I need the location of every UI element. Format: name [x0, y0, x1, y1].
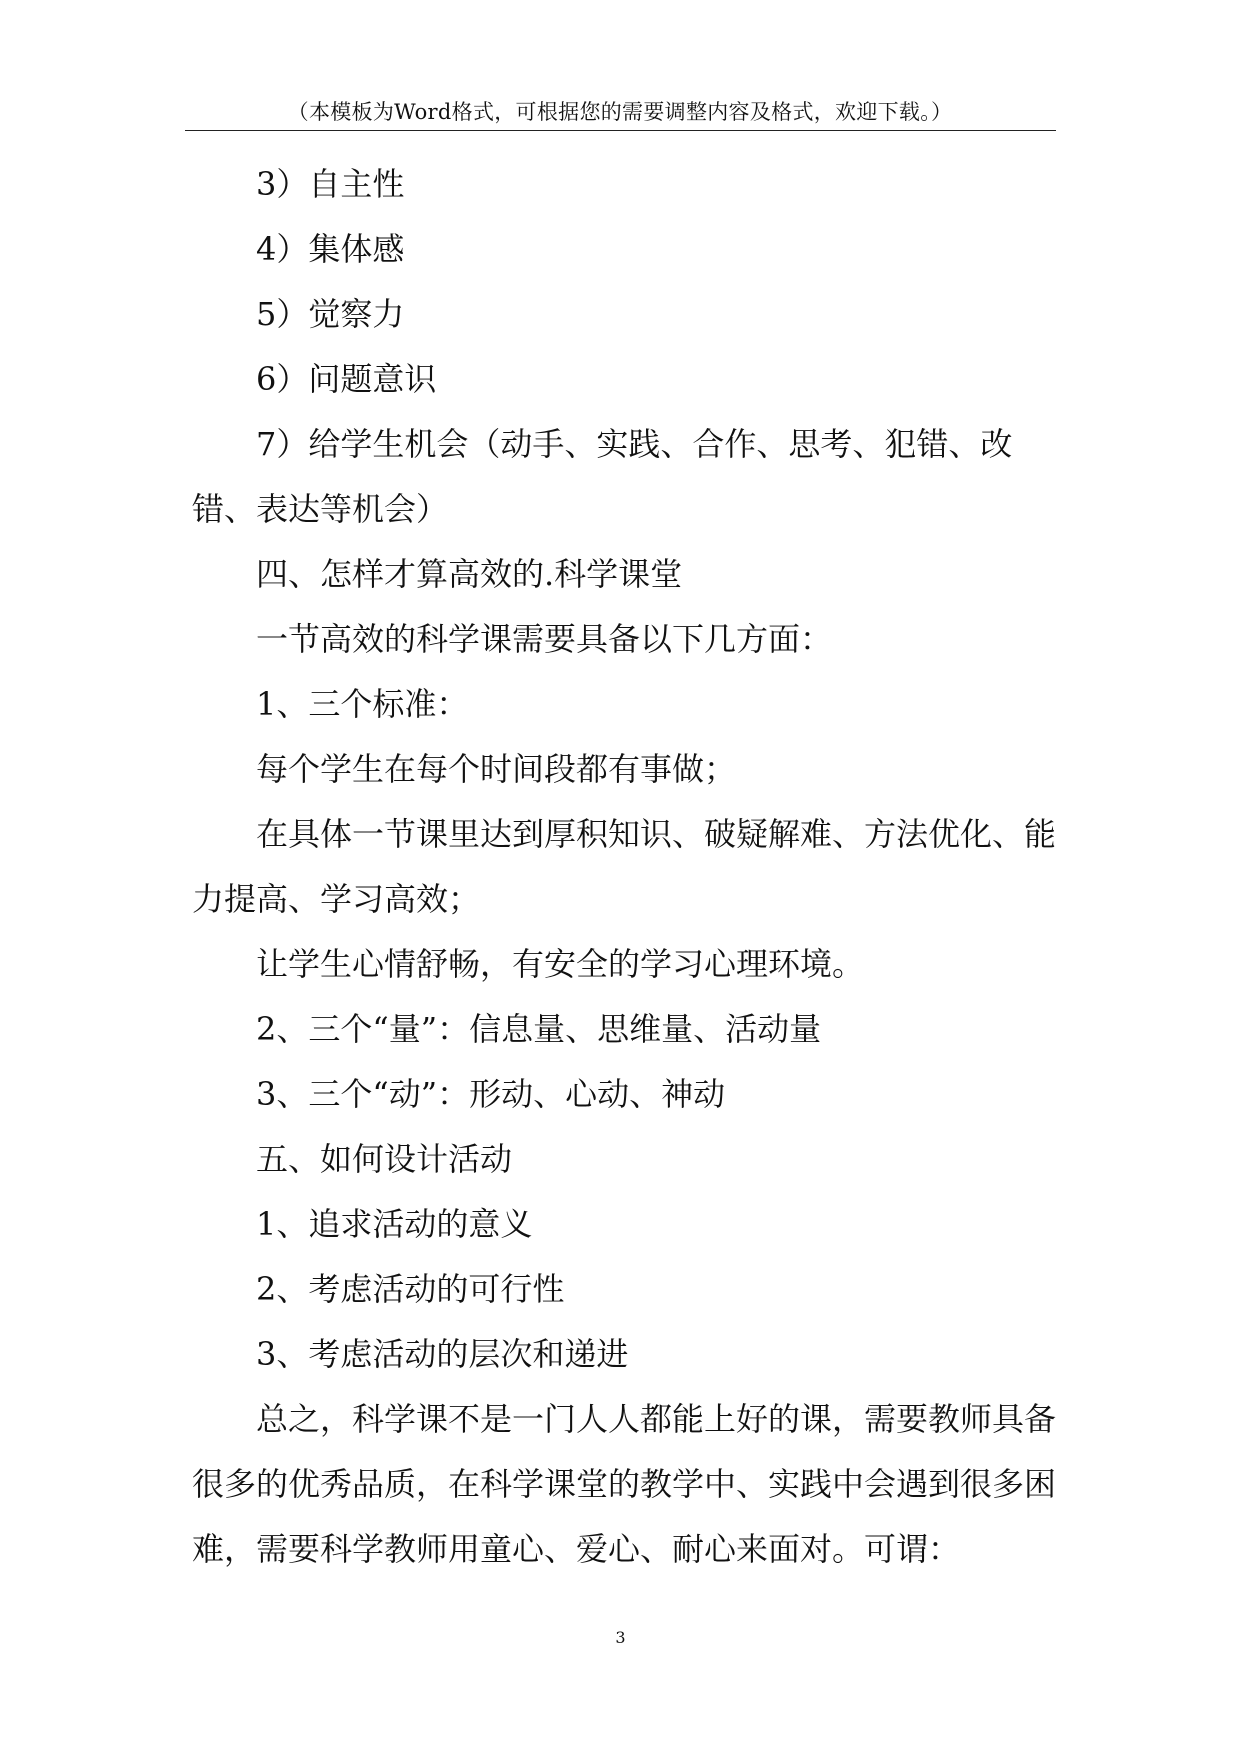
list-item: 5）觉察力 [256, 295, 405, 333]
list-item: 2、考虑活动的可行性 [256, 1270, 565, 1308]
list-item: 3、三个“动”：形动、心动、神动 [256, 1075, 726, 1113]
paragraph: 每个学生在每个时间段都有事做； [256, 750, 737, 788]
paragraph: 让学生心情舒畅，有安全的学习心理环境。 [256, 945, 865, 983]
header-divider [185, 130, 1056, 131]
paragraph: 在具体一节课里达到厚积知识、破疑解难、方法优化、能力提高、学习高效； [192, 815, 1057, 918]
list-item: 1、三个标准： [256, 685, 469, 723]
list-item: 2、三个“量”：信息量、思维量、活动量 [256, 1010, 822, 1048]
list-item: 7）给学生机会（动手、实践、合作、思考、犯错、改错、表达等机会） [192, 425, 1013, 528]
section-heading: 五、如何设计活动 [256, 1140, 513, 1178]
section-heading: 四、怎样才算高效的.科学课堂 [256, 555, 683, 593]
list-item: 4）集体感 [256, 230, 405, 268]
header-note: （本模板为Word格式，可根据您的需要调整内容及格式，欢迎下载。） [287, 100, 953, 124]
paragraph: 总之，科学课不是一门人人都能上好的课，需要教师具备很多的优秀品质，在科学课堂的教学中、实践中会遇到很多困难，需要科学教师用童心、爱心、耐心来面对。可谓： [192, 1400, 1057, 1568]
paragraph: 一节高效的科学课需要具备以下几方面： [256, 620, 833, 658]
list-item: 6）问题意识 [256, 360, 437, 398]
list-item: 1、追求活动的意义 [256, 1205, 533, 1243]
body-text [192, 152, 1072, 1582]
list-item: 3、考虑活动的层次和递进 [256, 1335, 629, 1373]
page-number: 3 [615, 1628, 626, 1647]
list-item: 3）自主性 [256, 165, 405, 203]
